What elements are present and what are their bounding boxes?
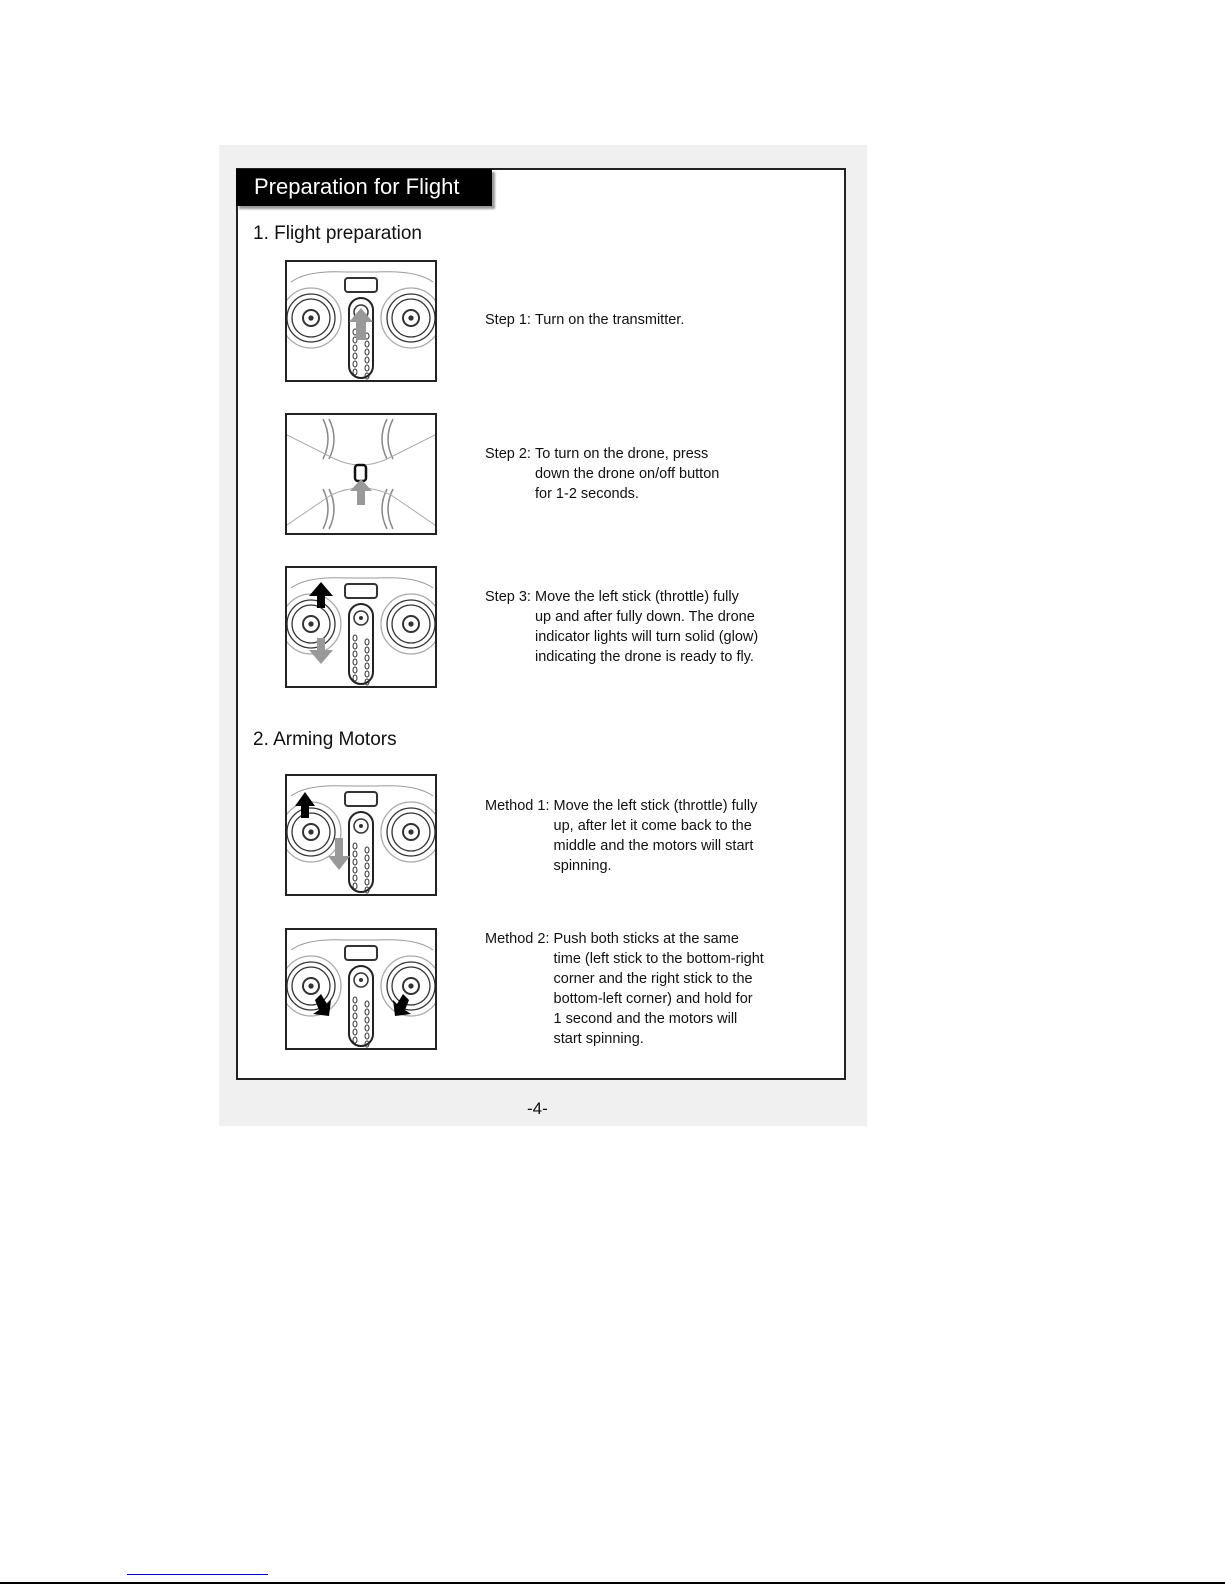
method-body: Move the left stick (throttle) fully up, after let it come back to the middle and the motors will start spinning. [553, 798, 758, 874]
transmitter-icon [287, 776, 435, 894]
control-stick-icon [287, 594, 341, 654]
page-number: -4- [527, 1099, 548, 1118]
control-stick-icon [381, 288, 435, 348]
figure-step-1 [285, 260, 437, 382]
page-bottom-rule [0, 1582, 1225, 1584]
step-1-text [485, 310, 684, 330]
figure-step-2 [285, 413, 437, 535]
figure-method-2 [285, 928, 437, 1050]
step-body: Turn on the transmitter. [534, 312, 685, 328]
step-label: Step 1: [485, 312, 535, 328]
step-label: Step 3: [485, 589, 535, 605]
step-body: To turn on the drone, press down the drone on/off button for 1-2 seconds. [534, 446, 720, 502]
method-label: Method 2: [485, 931, 554, 947]
transmitter-icon [287, 568, 435, 686]
heading-flight-preparation: 1. Flight preparation [253, 223, 422, 244]
link-underline [127, 1574, 268, 1575]
transmitter-icon [287, 930, 435, 1048]
control-stick-icon [287, 288, 341, 348]
method-body: Push both sticks at the same time (left stick to the bottom-right corner and the right stick to the bottom-left corner) and hold for 1 second and the motors will start spinning. [553, 931, 764, 1047]
step-3-text [485, 587, 758, 667]
method-label: Method 1: [485, 798, 554, 814]
step-body: Move the left stick (throttle) fully up and after fully down. The drone indicator lights will turn solid (glow) indicating the drone is ready to fly. [534, 589, 759, 665]
control-stick-icon [381, 956, 435, 1016]
section-title: Preparation for Flight [236, 169, 492, 206]
method-2-text [485, 929, 764, 1049]
step-label: Step 2: [485, 446, 535, 462]
control-stick-icon [287, 956, 341, 1016]
figure-step-3 [285, 566, 437, 688]
transmitter-icon [287, 262, 435, 380]
step-2-text [485, 444, 719, 504]
heading-arming-motors: 2. Arming Motors [253, 729, 397, 750]
method-1-text [485, 796, 757, 876]
figure-method-1 [285, 774, 437, 896]
control-stick-icon [381, 594, 435, 654]
control-stick-icon [287, 802, 341, 862]
drone-icon [287, 415, 435, 533]
control-stick-icon [381, 802, 435, 862]
